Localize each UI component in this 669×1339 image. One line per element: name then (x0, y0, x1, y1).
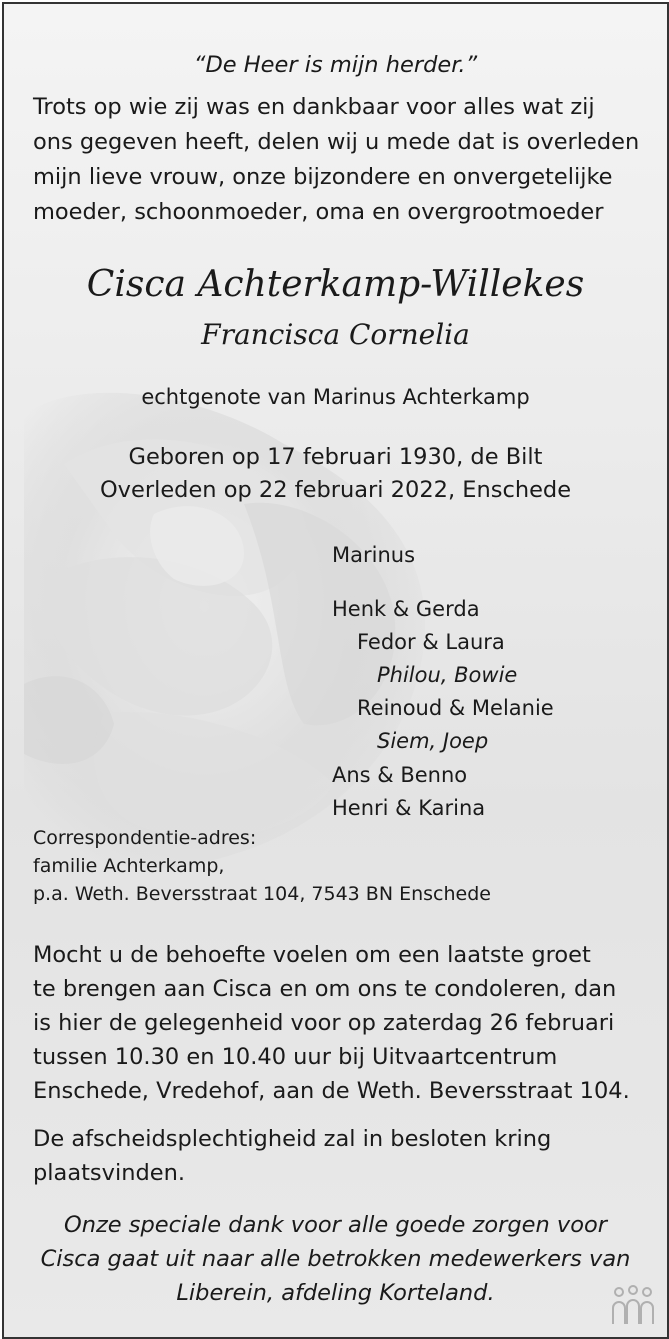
thanks-line-3: Liberein, afdeling Korteland. (176, 1280, 495, 1306)
address-label: Correspondentie-adres: (33, 827, 257, 849)
deceased-name: Cisca Achterkamp-Willekes (86, 264, 585, 305)
condolence-line-5: Enschede, Vredehof, aan de Weth. Beversstraat 104. (33, 1078, 630, 1104)
family-great-grandchildren-1: Philou, Bowie (377, 663, 518, 687)
condolence-line-3: is hier de gelegenheid voor op zaterdag 26 februari (33, 1010, 615, 1036)
family-child-1: Henk & Gerda (332, 597, 480, 621)
obituary-card (2, 2, 669, 1339)
bible-quote: “De Heer is mijn herder.” (193, 52, 478, 78)
people-group-icon (610, 1284, 656, 1326)
intro-line-3: mijn lieve vrouw, onze bijzondere en onvergetelijke (33, 164, 613, 190)
intro-line-2: ons gegeven heeft, delen wij u mede dat is overleden (33, 129, 640, 155)
family-child-3: Henri & Karina (332, 796, 486, 820)
address-line-1: familie Achterkamp, (33, 855, 225, 877)
thanks-line-2: Cisca gaat uit naar alle betrokken medewerkers van (40, 1246, 631, 1272)
condolence-line-2: te brengen aan Cisca en om ons te condoleren, dan (33, 976, 617, 1002)
family-grandchild-1: Fedor & Laura (357, 630, 505, 654)
condolence-line-4: tussen 10.30 en 10.40 uur bij Uitvaartcentrum (33, 1044, 558, 1070)
family-great-grandchildren-2: Siem, Joep (377, 729, 489, 753)
farewell-line-2: plaatsvinden. (33, 1160, 186, 1186)
intro-line-4: moeder, schoonmoeder, oma en overgrootmoeder (33, 199, 604, 225)
address-line-2: p.a. Weth. Beversstraat 104, 7543 BN Enschede (33, 883, 491, 905)
thanks-line-1: Onze speciale dank voor alle goede zorgen voor (64, 1212, 607, 1238)
farewell-line-1: De afscheidsplechtigheid zal in besloten kring (33, 1126, 552, 1152)
died-line: Overleden op 22 februari 2022, Enschede (99, 477, 572, 503)
condolence-line-1: Mocht u de behoefte voelen om een laatste groet (33, 942, 591, 968)
intro-line-1: Trots op wie zij was en dankbaar voor alles wat zij (33, 94, 595, 120)
born-line: Geboren op 17 februari 1930, de Bilt (128, 444, 543, 470)
family-child-2: Ans & Benno (332, 763, 468, 787)
family-spouse: Marinus (332, 543, 416, 567)
deceased-full-name: Francisca Cornelia (201, 318, 470, 351)
spouse-line: echtgenote van Marinus Achterkamp (141, 385, 530, 409)
family-grandchild-2: Reinoud & Melanie (357, 696, 554, 720)
